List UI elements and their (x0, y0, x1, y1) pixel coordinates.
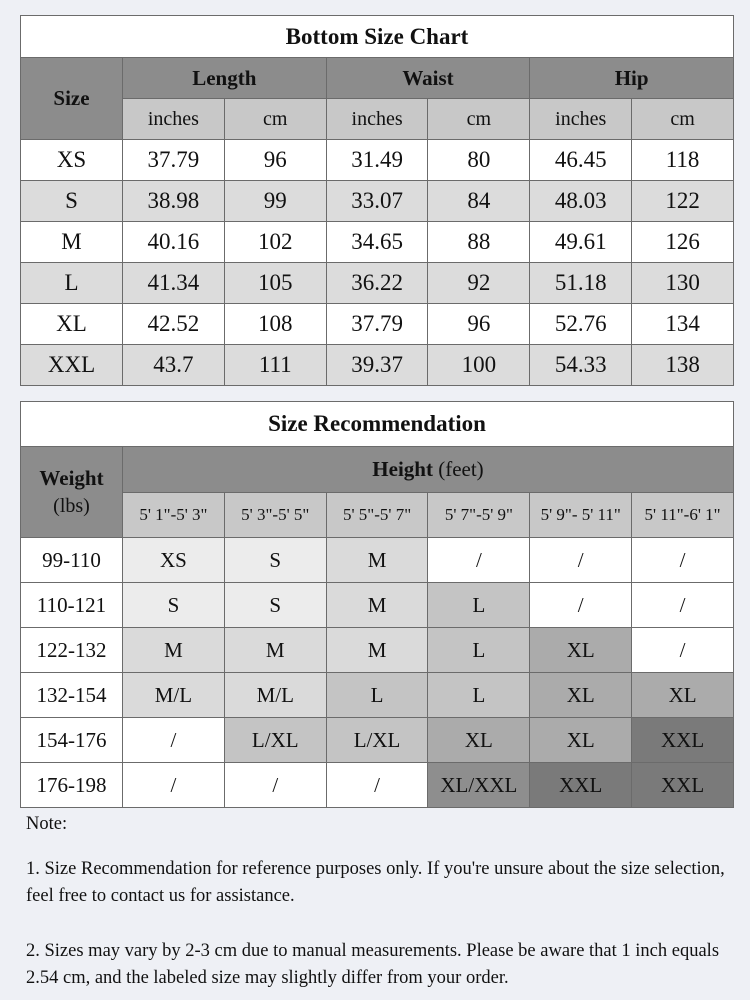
recommended-size-cell: XXL (530, 763, 632, 808)
measurement-cell: 108 (224, 304, 326, 345)
measurement-cell: 43.7 (123, 345, 225, 386)
recommended-size-cell: / (530, 538, 632, 583)
measurement-cell: 54.33 (530, 345, 632, 386)
measurement-cell: 51.18 (530, 263, 632, 304)
recommended-size-cell: / (123, 718, 225, 763)
weight-range-cell: 99-110 (21, 538, 123, 583)
measurement-cell: 118 (632, 140, 734, 181)
table-row (21, 140, 734, 181)
recommended-size-cell: L (428, 583, 530, 628)
weight-range-cell: 122-132 (21, 628, 123, 673)
recommended-size-cell: L/XL (326, 718, 428, 763)
table-row (21, 222, 734, 263)
unit-header: inches (123, 99, 225, 140)
bottom-size-chart-title: Bottom Size Chart (21, 16, 734, 58)
recommended-size-cell: M (326, 583, 428, 628)
measurement-cell: 130 (632, 263, 734, 304)
size-label-cell: XS (21, 140, 123, 181)
waist-group-header: Waist (326, 58, 530, 99)
recommended-size-cell: / (530, 583, 632, 628)
height-unit: (feet) (438, 457, 484, 481)
size-column-header: Size (21, 58, 123, 140)
unit-header: cm (632, 99, 734, 140)
table-row (21, 181, 734, 222)
weight-range-cell: 154-176 (21, 718, 123, 763)
measurement-cell: 126 (632, 222, 734, 263)
notes-heading: Note: (26, 814, 68, 834)
bottom-size-chart (20, 15, 734, 386)
size-label-cell: L (21, 263, 123, 304)
recommended-size-cell: XL (530, 673, 632, 718)
unit-header: inches (326, 99, 428, 140)
recommended-size-cell: / (632, 628, 734, 673)
table-row (21, 763, 734, 808)
measurement-cell: 92 (428, 263, 530, 304)
measurement-cell: 96 (224, 140, 326, 181)
recommended-size-cell: XS (123, 538, 225, 583)
recommendation-body (21, 538, 734, 808)
height-range-header: 5' 5"-5' 7" (326, 493, 428, 538)
hip-group-header: Hip (530, 58, 734, 99)
recommended-size-cell: XL/XXL (428, 763, 530, 808)
size-label-cell: M (21, 222, 123, 263)
height-range-header: 5' 3"-5' 5" (224, 493, 326, 538)
size-label-cell: XXL (21, 345, 123, 386)
recommended-size-cell: M (326, 538, 428, 583)
measurement-cell: 134 (632, 304, 734, 345)
measurement-cell: 100 (428, 345, 530, 386)
weight-unit: (lbs) (53, 494, 90, 517)
measurement-cell: 37.79 (123, 140, 225, 181)
weight-label: Weight (39, 465, 104, 490)
note-item-1: 1. Size Recommendation for reference purposes only. If you're unsure about the size selection, feel free to contact us for assistance. (26, 859, 725, 906)
height-label: Height (372, 457, 433, 481)
recommended-size-cell: M (224, 628, 326, 673)
recommended-size-cell: XXL (632, 718, 734, 763)
measurement-cell: 80 (428, 140, 530, 181)
recommended-size-cell: S (224, 538, 326, 583)
recommended-size-cell: M/L (224, 673, 326, 718)
table-row (21, 263, 734, 304)
measurement-cell: 46.45 (530, 140, 632, 181)
measurement-cell: 33.07 (326, 181, 428, 222)
measurement-cell: 31.49 (326, 140, 428, 181)
recommended-size-cell: L (428, 673, 530, 718)
table-row (21, 718, 734, 763)
measurement-cell: 88 (428, 222, 530, 263)
measurement-cell: 36.22 (326, 263, 428, 304)
measurement-cell: 39.37 (326, 345, 428, 386)
size-chart-body (21, 140, 734, 386)
recommended-size-cell: / (428, 538, 530, 583)
recommended-size-cell: L (428, 628, 530, 673)
table-row (21, 628, 734, 673)
measurement-cell: 48.03 (530, 181, 632, 222)
recommended-size-cell: L (326, 673, 428, 718)
height-range-header: 5' 9"- 5' 11" (530, 493, 632, 538)
measurement-cell: 34.65 (326, 222, 428, 263)
height-range-header: 5' 7"-5' 9" (428, 493, 530, 538)
height-range-header: 5' 1"-5' 3" (123, 493, 225, 538)
weight-column-header (21, 447, 123, 538)
recommended-size-cell: / (632, 538, 734, 583)
recommended-size-cell: / (123, 763, 225, 808)
recommended-size-cell: M (326, 628, 428, 673)
unit-header: cm (428, 99, 530, 140)
unit-header: cm (224, 99, 326, 140)
recommended-size-cell: XL (530, 718, 632, 763)
table-row (21, 304, 734, 345)
measurement-cell: 122 (632, 181, 734, 222)
measurement-cell: 41.34 (123, 263, 225, 304)
measurement-cell: 52.76 (530, 304, 632, 345)
length-group-header: Length (123, 58, 327, 99)
recommended-size-cell: M/L (123, 673, 225, 718)
measurement-cell: 105 (224, 263, 326, 304)
measurement-cell: 96 (428, 304, 530, 345)
recommended-size-cell: / (224, 763, 326, 808)
recommended-size-cell: / (326, 763, 428, 808)
recommended-size-cell: XL (428, 718, 530, 763)
recommended-size-cell: XL (530, 628, 632, 673)
measurement-cell: 40.16 (123, 222, 225, 263)
weight-range-cell: 110-121 (21, 583, 123, 628)
measurement-cell: 84 (428, 181, 530, 222)
unit-header: inches (530, 99, 632, 140)
height-group-header (123, 447, 734, 493)
size-label-cell: S (21, 181, 123, 222)
measurement-cell: 111 (224, 345, 326, 386)
measurement-cell: 38.98 (123, 181, 225, 222)
size-recommendation-table (20, 401, 734, 808)
measurement-cell: 138 (632, 345, 734, 386)
measurement-cell: 42.52 (123, 304, 225, 345)
weight-range-cell: 132-154 (21, 673, 123, 718)
measurement-cell: 102 (224, 222, 326, 263)
weight-range-cell: 176-198 (21, 763, 123, 808)
recommended-size-cell: XXL (632, 763, 734, 808)
height-range-header: 5' 11"-6' 1" (632, 493, 734, 538)
recommended-size-cell: XL (632, 673, 734, 718)
table-row (21, 673, 734, 718)
measurement-cell: 37.79 (326, 304, 428, 345)
recommended-size-cell: S (224, 583, 326, 628)
height-ranges-row (21, 493, 734, 538)
notes-section (26, 811, 726, 992)
measurement-cell: 99 (224, 181, 326, 222)
note-item-2: 2. Sizes may vary by 2-3 cm due to manual measurements. Please be aware that 1 inch equals 2.54 cm, and the labeled size may slightly differ from your order. (26, 941, 720, 988)
table-row (21, 345, 734, 386)
recommended-size-cell: L/XL (224, 718, 326, 763)
recommended-size-cell: M (123, 628, 225, 673)
table-row (21, 538, 734, 583)
table-row (21, 583, 734, 628)
size-recommendation-title: Size Recommendation (21, 402, 734, 447)
recommended-size-cell: / (632, 583, 734, 628)
size-label-cell: XL (21, 304, 123, 345)
measurement-cell: 49.61 (530, 222, 632, 263)
recommended-size-cell: S (123, 583, 225, 628)
